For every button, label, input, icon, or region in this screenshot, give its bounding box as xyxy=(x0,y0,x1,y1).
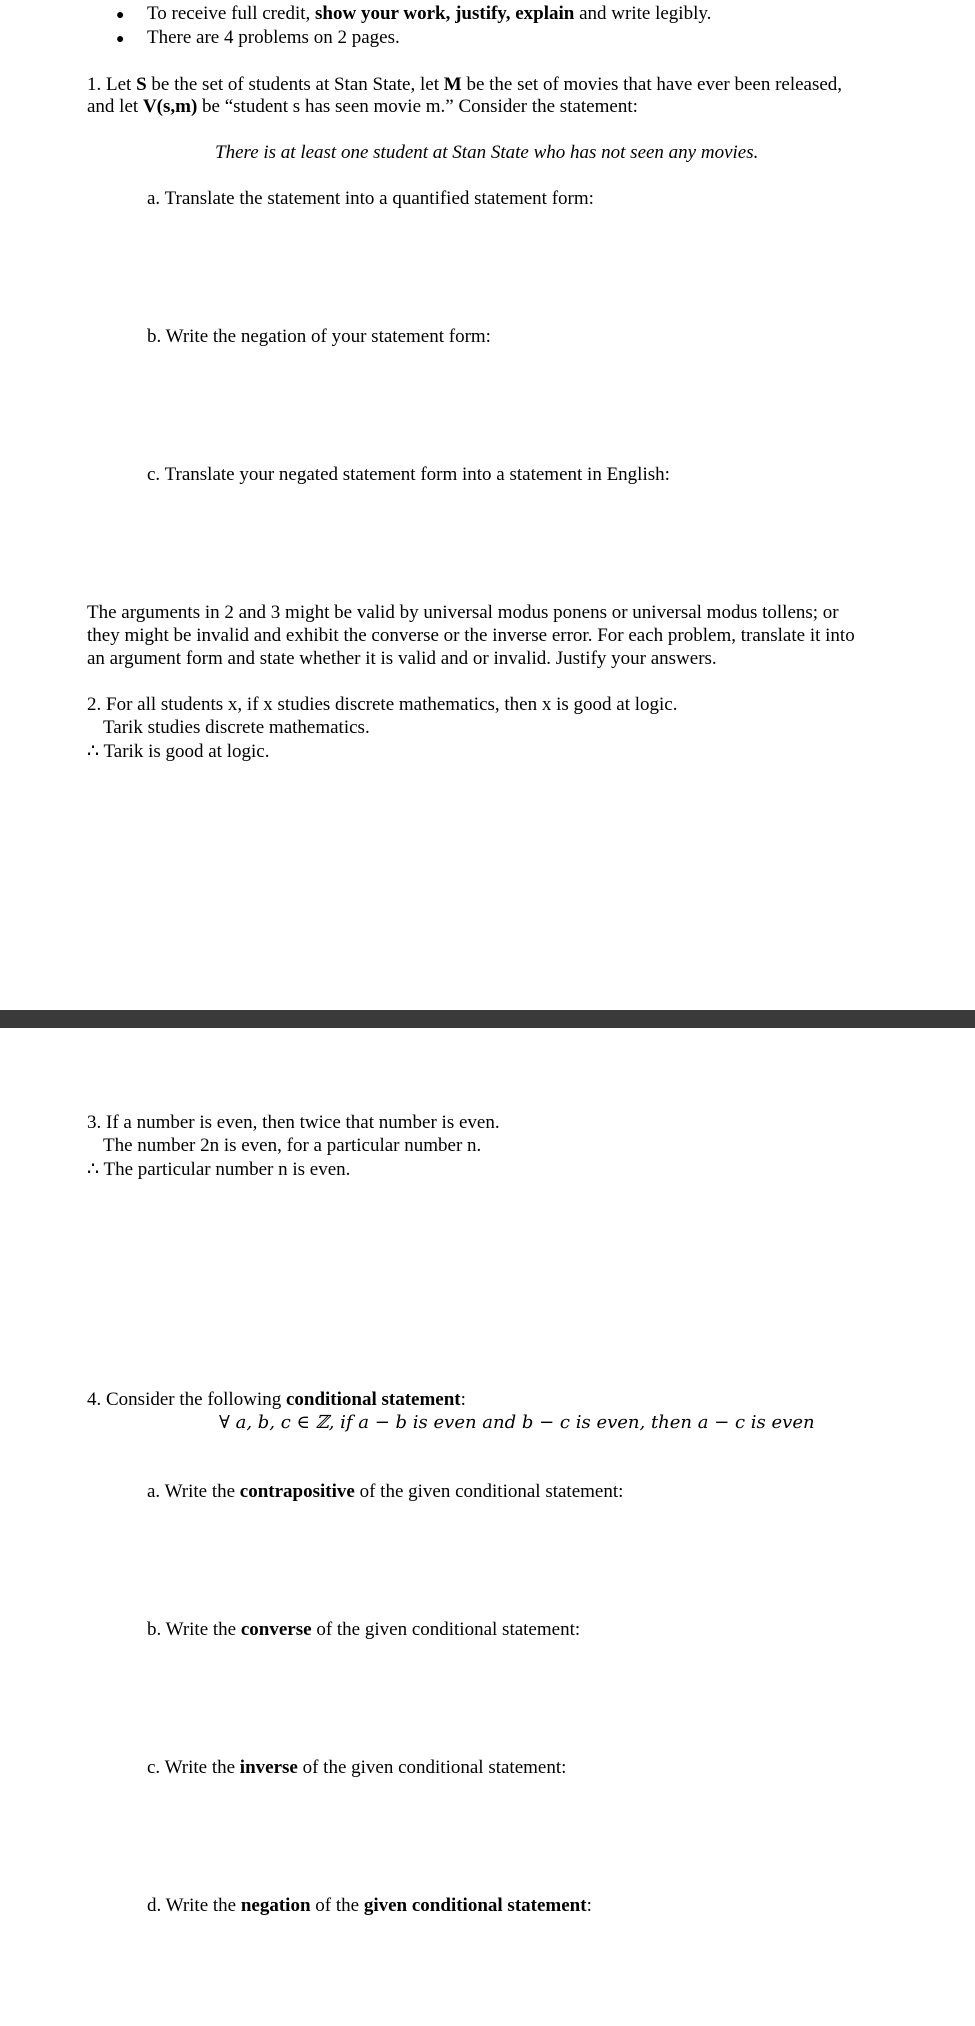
problem2-line3: ∴ Tarik is good at logic. xyxy=(87,741,270,762)
problem4-part-d: d. Write the negation of the given conditional statement: xyxy=(147,1895,592,1916)
problem4-part-b: b. Write the converse of the given conditional statement: xyxy=(147,1619,581,1640)
instruction-full-credit: To receive full credit, show your work, justify, explain and write legibly. xyxy=(147,3,712,24)
problem4-intro: 4. Consider the following conditional statement: xyxy=(87,1389,466,1410)
problem3-line2: The number 2n is even, for a particular number n. xyxy=(103,1135,482,1156)
problem2-line1: 2. For all students x, if x studies discrete mathematics, then x is good at logic. xyxy=(87,694,678,715)
page-separator xyxy=(0,1010,975,1028)
instruction-page-count: There are 4 problems on 2 pages. xyxy=(147,27,400,48)
problem1-part-c: c. Translate your negated statement form into a statement in English: xyxy=(147,464,670,485)
problem1-part-a: a. Translate the statement into a quantified statement form: xyxy=(147,188,594,209)
problem3-line1: 3. If a number is even, then twice that number is even. xyxy=(87,1112,500,1133)
bullet-dot: ● xyxy=(116,8,125,23)
problem4-part-a: a. Write the contrapositive of the given conditional statement: xyxy=(147,1481,624,1502)
problem2-line2: Tarik studies discrete mathematics. xyxy=(103,717,370,738)
problem3-line3: ∴ The particular number n is even. xyxy=(87,1159,351,1180)
intro-line2: they might be invalid and exhibit the converse or the inverse error. For each problem, translate it into xyxy=(87,625,855,646)
problem1-line1: 1. Let S be the set of students at Stan State, let M be the set of movies that have ever been released, xyxy=(87,74,843,95)
intro-line1: The arguments in 2 and 3 might be valid by universal modus ponens or universal modus tollens; or xyxy=(87,602,839,623)
bullet-dot: ● xyxy=(116,32,125,47)
intro-line3: an argument form and state whether it is valid and or invalid. Justify your answers. xyxy=(87,648,717,669)
problem4-part-c: c. Write the inverse of the given conditional statement: xyxy=(147,1757,567,1778)
problem1-line2: and let V(s,m) be “student s has seen movie m.” Consider the statement: xyxy=(87,96,638,117)
problem1-statement: There is at least one student at Stan State who has not seen any movies. xyxy=(215,142,759,163)
problem4-statement: ∀ a, b, c ∈ ℤ, if a − b is even and b − c is even, then a − c is even xyxy=(219,1412,815,1433)
problem1-part-b: b. Write the negation of your statement form: xyxy=(147,326,491,347)
